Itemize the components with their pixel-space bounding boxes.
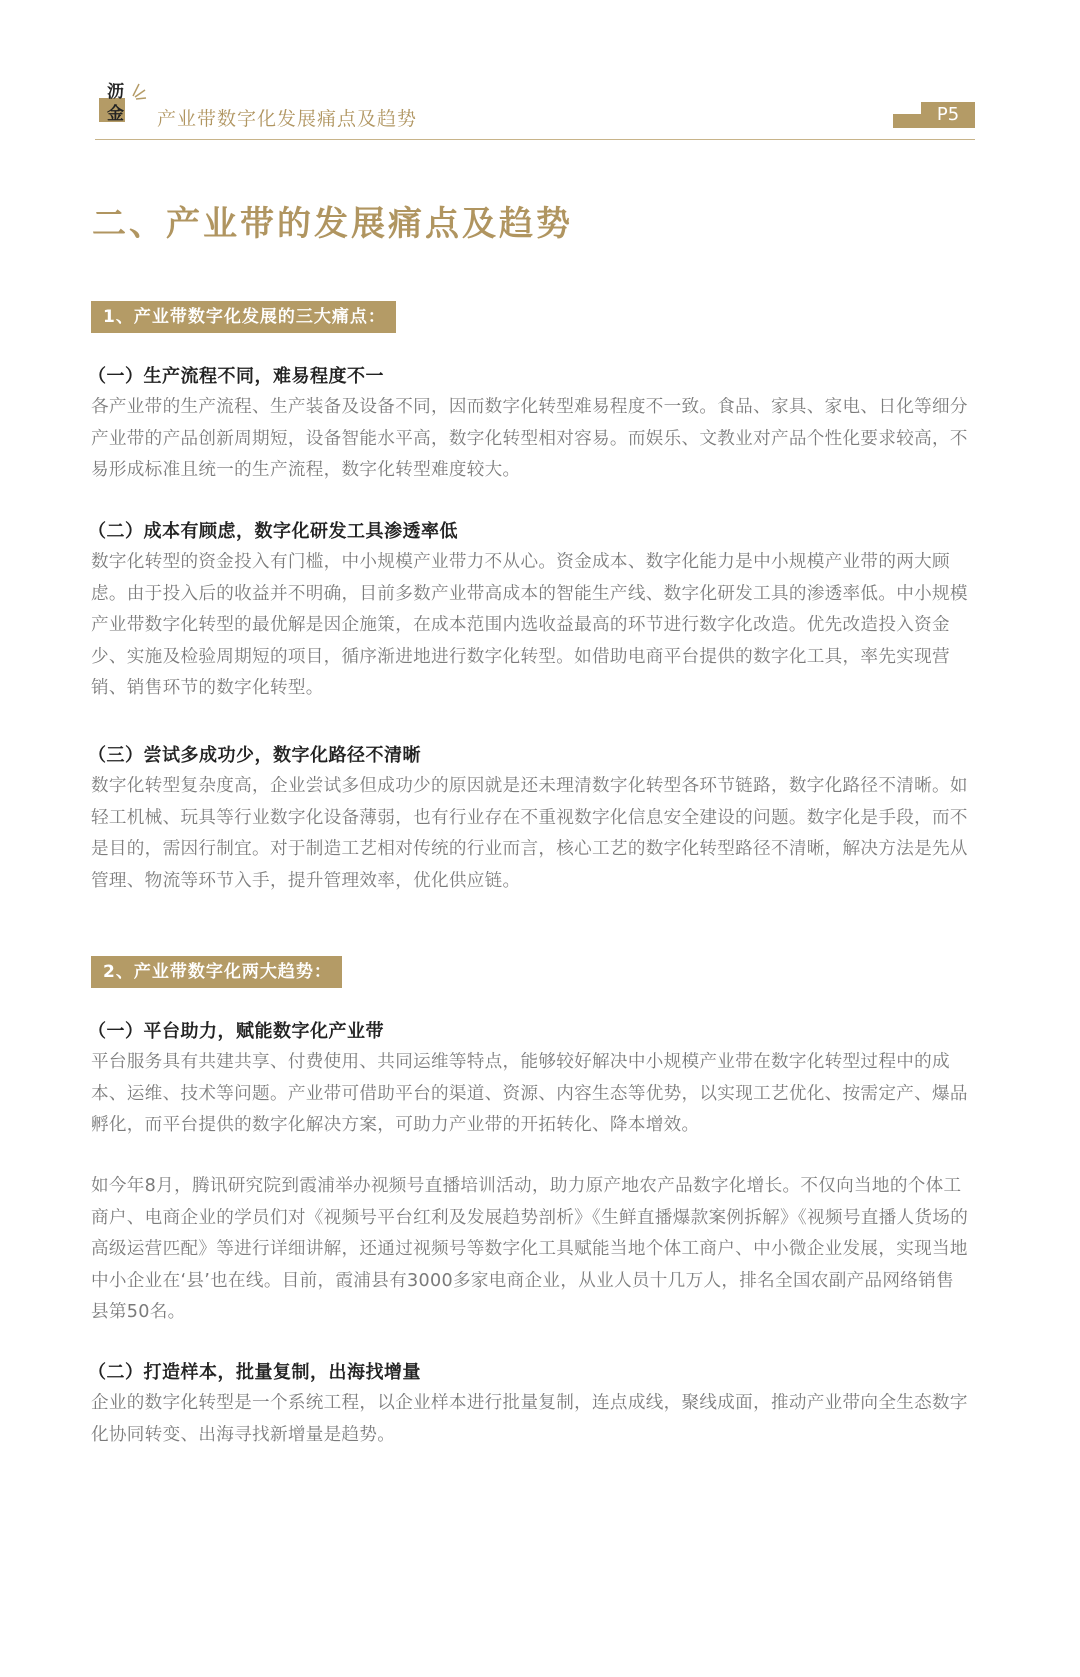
logo <box>95 78 151 138</box>
section1-item3-subtitle: （三）尝试多成功少，数字化路径不清晰 <box>88 745 421 766</box>
logo-char-bottom: 金 <box>107 104 124 124</box>
section1-item1-paragraph: 各产业带的生产流程、生产装备及设备不同，因而数字化转型难易程度不一致。食品、家具、家电、日化等细分产业带的产品创新周期短，设备智能水平高，数字化转型相对容易。而娱乐、文教业对产品个性化要求较高，不易形成标准且统一的生产流程，数字化转型难度较大。 <box>91 397 968 480</box>
section2-item2-paragraph: 企业的数字化转型是一个系统工程，以企业样本进行批量复制，连点成线，聚线成面，推动产业带向全生态数字化协同转变、出海寻找新增量是趋势。 <box>91 1393 968 1445</box>
section1-item2-paragraph: 数字化转型的资金投入有门槛，中小规模产业带力不从心。资金成本、数字化能力是中小规模产业带的两大顾虑。由于投入后的收益并不明确，目前多数产业带高成本的智能生产线、数字化研发工具的渗透率低。中小规模产业带数字化转型的最优解是因企施策，在成本范围内选收益最高的环节进行数字化改造。优先改造投入资金少、实施及检验周期短的项目，循序渐进地进行数字化转型。如借助电商平台提供的数字化工具，率先实现营销、销售环节的数字化转型。 <box>91 552 968 698</box>
section1-heading: 1、产业带数字化发展的三大痛点： <box>91 301 396 333</box>
main-title: 二、产业带的发展痛点及趋势 <box>92 204 573 244</box>
page-header <box>95 78 975 142</box>
logo-rays-icon <box>131 82 147 100</box>
header-divider <box>95 139 975 140</box>
section1-item2-subtitle: （二）成本有顾虑，数字化研发工具渗透率低 <box>88 521 458 542</box>
section2-item1-paragraph-2: 如今年8月，腾讯研究院到霞浦举办视频号直播培训活动，助力原产地农产品数字化增长。不仅向当地的个体工商户、电商企业的学员们对《视频号平台红利及发展趋势剖析》《生鲜直播爆款案例拆解》《视频号直播人货场的高级运营匹配》等进行详细讲解，还通过视频号等数字化工具赋能当地个体工商户、中小微企业发展，实现当地中小企业在‘县’也在线。目前，霞浦县有3000多家电商企业，从业人员十几万人，排名全国农副产品网络销售县第50名。 <box>91 1176 969 1322</box>
section2-item2-subtitle: （二）打造样本，批量复制，出海找增量 <box>88 1362 421 1383</box>
section2-heading: 2、产业带数字化两大趋势： <box>91 956 342 988</box>
section2-item1-subtitle: （一）平台助力，赋能数字化产业带 <box>88 1021 384 1042</box>
page-number: P5 <box>921 102 975 128</box>
section2-item1-paragraph-1: 平台服务具有共建共享、付费使用、共同运维等特点，能够较好解决中小规模产业带在数字化转型过程中的成本、运维、技术等问题。产业带可借助平台的渠道、资源、内容生态等优势，以实现工艺优化、按需定产、爆品孵化，而平台提供的数字化解决方案，可助力产业带的开拓转化、降本增效。 <box>91 1052 968 1135</box>
logo-char-top: 沥 <box>107 82 124 102</box>
section1-item3-paragraph: 数字化转型复杂度高，企业尝试多但成功少的原因就是还未理清数字化转型各环节链路，数字化路径不清晰。如轻工机械、玩具等行业数字化设备薄弱，也有行业存在不重视数字化信息安全建设的问题。数字化是手段，而不是目的，需因行制宜。对于制造工艺相对传统的行业而言，核心工艺的数字化转型路径不清晰，解决方法是先从管理、物流等环节入手，提升管理效率，优化供应链。 <box>91 776 968 891</box>
header-title: 产业带数字化发展痛点及趋势 <box>157 108 418 130</box>
page-tab-decoration <box>893 114 921 128</box>
section1-item1-subtitle: （一）生产流程不同，难易程度不一 <box>88 366 384 387</box>
